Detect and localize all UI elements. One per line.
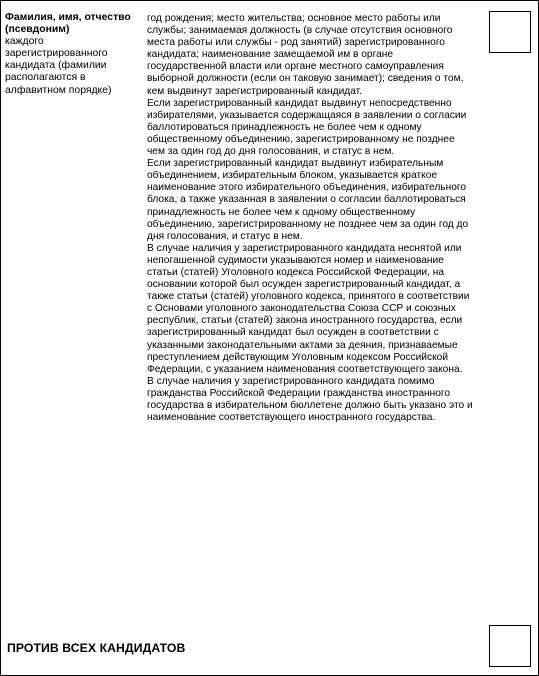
candidate-info-paragraph: В случае наличия у зарегистрированного кандидата неснятой или непогашенной судимости указываются номер и наименование статьи (статей) Уголовного кодекса Российской Федерации, на основании которой был осужден зарегистрированный кандидат, а также статьи (статей) уголовного кодекса, принятого в соответствии с Основами уголовного законодательства Союза ССР и союзных республик, статьи (статей) закона иностранного государства, если зарегистрированный кандидат был осужден в соответствии с указанными законодательными актами за деяния, признаваемые преступлением действующим Уголовным кодексом Российской Федерации, с указанием наименования соответствующего закона. xyxy=(147,242,470,375)
candidate-name-cell xyxy=(5,12,139,97)
candidate-info xyxy=(147,13,475,424)
candidate-info-paragraph: В случае наличия у зарегистрированного кандидата помимо гражданства Российской Федерации гражданства иностранного государства в избирательном бюллетене должно быть указано это и наименование соответствующего иностранного государства. xyxy=(147,375,473,424)
candidate-info-paragraph: Если зарегистрированный кандидат выдвинут непосредственно избирателями, указывается содержащаяся в заявлении о согласии баллотироваться принадлежность не более чем к одному общественному объединению, зарегистрированному не позднее чем за один год до дня голосования, и статус в нем. xyxy=(147,97,467,158)
against-all-vote-checkbox[interactable] xyxy=(489,625,531,667)
candidate-name-note: каждого зарегистрированного кандидата (фамилии располагаются в алфавитном порядке) xyxy=(5,36,112,96)
candidate-info-paragraph: год рождения; место жительства; основное место работы или службы; занимаемая должность (в случае отсутствия основного места работы или службы - род занятий) зарегистрированного кандидата; наименование замещаемой им в органе государственной власти или органе местного самоуправления выборной должности (если он таковую занимает); сведения о том, кем выдвинут зарегистрированный кандидат. xyxy=(147,13,464,97)
against-all-label: ПРОТИВ ВСЕХ КАНДИДАТОВ xyxy=(7,641,186,655)
candidate-name-heading: Фамилия, имя, отчество (псевдоним) xyxy=(5,12,131,36)
candidate-vote-checkbox[interactable] xyxy=(489,11,531,53)
candidate-info-paragraph: Если зарегистрированный кандидат выдвинут избирательным объединением, избирательным блоком, указывается краткое наименование этого избирательного объединения, избирательного блока, а также указанная в заявлении о согласии баллотироваться принадлежность не более чем к одному общественному объединению, зарегистрированному не позднее чем за один год до дня голосования, и статус в нем. xyxy=(147,158,469,242)
